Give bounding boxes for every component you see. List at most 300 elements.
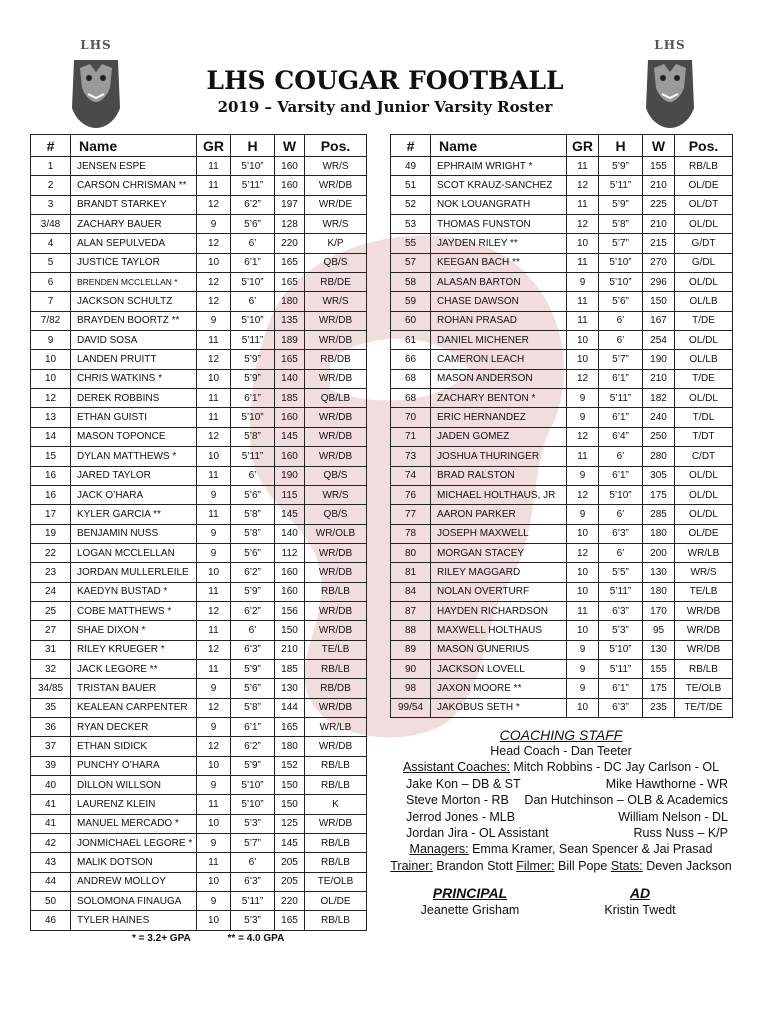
player-position: WR/DB <box>305 601 367 620</box>
principal-name: Jeanette Grisham <box>420 903 520 917</box>
roster-header-row <box>391 135 733 157</box>
player-name: BRANDT STARKEY <box>71 195 197 214</box>
player-position: WR/DB <box>305 176 367 195</box>
player-position: T/DL <box>675 408 733 427</box>
player-name: ETHAN GUISTI <box>71 408 197 427</box>
player-height: 6’4” <box>599 427 643 446</box>
player-name: BRAYDEN BOORTZ ** <box>71 311 197 330</box>
roster-row <box>31 582 367 601</box>
player-position: TE/LB <box>305 640 367 659</box>
player-position: WR/LB <box>305 717 367 736</box>
player-grade: 10 <box>197 814 231 833</box>
player-number: 41 <box>31 795 71 814</box>
player-position: T/DE <box>675 311 733 330</box>
player-weight: 130 <box>643 640 675 659</box>
player-height: 6’3” <box>599 524 643 543</box>
player-name: SOLOMONA FINAUGA <box>71 892 197 911</box>
player-grade: 11 <box>197 157 231 176</box>
roster-row <box>391 447 733 466</box>
player-number: 39 <box>31 756 71 775</box>
player-weight: 135 <box>275 311 305 330</box>
player-height: 5’3” <box>231 911 275 930</box>
roster-row <box>31 717 367 736</box>
roster-row <box>391 640 733 659</box>
player-height: 5’9” <box>599 157 643 176</box>
player-height: 5’9” <box>231 350 275 369</box>
filmer-name: Bill Pope <box>557 858 608 873</box>
player-height: 6’ <box>599 543 643 562</box>
player-height: 5’10” <box>231 273 275 292</box>
player-number: 35 <box>31 698 71 717</box>
roster-row <box>391 466 733 485</box>
player-position: T/DE <box>675 369 733 388</box>
stats-label: Stats: <box>610 858 643 873</box>
player-number: 24 <box>31 582 71 601</box>
ad-name: Kristin Twedt <box>604 903 676 917</box>
player-weight: 144 <box>275 698 305 717</box>
player-position: RB/LB <box>305 659 367 678</box>
coaching-staff <box>390 727 732 874</box>
player-name: CHRIS WATKINS * <box>71 369 197 388</box>
player-weight: 95 <box>643 621 675 640</box>
player-height: 5’3” <box>599 621 643 640</box>
roster-row <box>391 234 733 253</box>
player-weight: 165 <box>275 273 305 292</box>
player-weight: 285 <box>643 505 675 524</box>
roster-row <box>31 369 367 388</box>
legend-gpa-32: * = 3.2+ GPA <box>132 933 191 944</box>
roster-row <box>391 427 733 446</box>
player-weight: 160 <box>275 447 305 466</box>
player-position: TE/OLB <box>305 872 367 891</box>
player-grade: 9 <box>197 543 231 562</box>
player-number: 16 <box>31 466 71 485</box>
player-position: OL/DE <box>305 892 367 911</box>
player-grade: 11 <box>197 389 231 408</box>
player-number: 68 <box>391 389 431 408</box>
roster-row <box>31 195 367 214</box>
player-number: 17 <box>31 505 71 524</box>
col-weight-header: W <box>643 135 675 157</box>
roster-row <box>391 601 733 620</box>
roster-row <box>31 447 367 466</box>
player-grade: 10 <box>567 350 599 369</box>
roster-row <box>391 505 733 524</box>
roster-row <box>391 679 733 698</box>
player-position: OL/LB <box>675 350 733 369</box>
player-grade: 12 <box>197 427 231 446</box>
player-weight: 160 <box>275 563 305 582</box>
assistant-coaches-label: Assistant Coaches: <box>402 760 510 775</box>
player-height: 6’ <box>599 331 643 350</box>
player-height: 5’10” <box>231 776 275 795</box>
player-grade: 12 <box>197 234 231 253</box>
player-position: TE/T/DE <box>675 698 733 717</box>
player-name: RYAN DECKER <box>71 717 197 736</box>
player-height: 6’1” <box>231 717 275 736</box>
player-height: 6’1” <box>231 389 275 408</box>
player-weight: 145 <box>275 834 305 853</box>
player-number: 98 <box>391 679 431 698</box>
player-position: WR/S <box>305 215 367 234</box>
player-number: 16 <box>31 485 71 504</box>
roster-row <box>31 621 367 640</box>
player-position: T/DT <box>675 427 733 446</box>
player-name: JACKSON LOVELL <box>431 659 567 678</box>
player-weight: 115 <box>275 485 305 504</box>
player-position: OL/DE <box>675 176 733 195</box>
player-name: JOSHUA THURINGER <box>431 447 567 466</box>
player-name: KYLER GARCIA ** <box>71 505 197 524</box>
player-height: 5’8” <box>599 215 643 234</box>
player-number: 36 <box>31 717 71 736</box>
roster-row <box>31 273 367 292</box>
player-name: CHASE DAWSON <box>431 292 567 311</box>
player-number: 22 <box>31 543 71 562</box>
assistant-coaches-line1: Mitch Robbins - DC Jay Carlson - OL <box>513 760 720 775</box>
coach-name: William Nelson - DL <box>618 809 728 824</box>
support-staff-line <box>390 858 732 874</box>
player-height: 6’3” <box>599 698 643 717</box>
player-number: 74 <box>391 466 431 485</box>
roster-row <box>31 892 367 911</box>
player-weight: 160 <box>275 408 305 427</box>
player-weight: 190 <box>275 466 305 485</box>
player-number: 71 <box>391 427 431 446</box>
player-grade: 12 <box>567 543 599 562</box>
player-height: 6’1” <box>599 679 643 698</box>
player-grade: 12 <box>197 350 231 369</box>
player-height: 5’11” <box>231 176 275 195</box>
player-position: WR/DB <box>305 737 367 756</box>
player-height: 5’9” <box>231 369 275 388</box>
player-name: BRENDEN MCCLELLAN * <box>71 273 197 292</box>
player-position: RB/DB <box>305 350 367 369</box>
roster-row <box>391 389 733 408</box>
player-weight: 150 <box>275 795 305 814</box>
staff-line-2 <box>390 776 732 792</box>
player-height: 5’11” <box>599 389 643 408</box>
player-number: 46 <box>31 911 71 930</box>
roster-row <box>391 253 733 272</box>
coach-name: Mike Hawthorne - WR <box>605 776 728 791</box>
player-grade: 11 <box>197 795 231 814</box>
player-number: 87 <box>391 601 431 620</box>
player-grade: 10 <box>567 582 599 601</box>
staff-line-4 <box>390 809 732 825</box>
player-height: 5’8” <box>231 698 275 717</box>
player-grade: 12 <box>197 273 231 292</box>
roster-row <box>31 485 367 504</box>
player-weight: 180 <box>643 582 675 601</box>
player-position: RB/DB <box>305 679 367 698</box>
player-position: WR/DB <box>305 621 367 640</box>
player-position: TE/LB <box>675 582 733 601</box>
player-position: WR/DB <box>675 601 733 620</box>
player-grade: 9 <box>567 640 599 659</box>
player-position: WR/DE <box>305 195 367 214</box>
roster-row <box>31 505 367 524</box>
player-grade: 9 <box>567 389 599 408</box>
player-position: OL/DL <box>675 505 733 524</box>
player-grade: 11 <box>567 253 599 272</box>
player-position: OL/DL <box>675 466 733 485</box>
player-name: COBE MATTHEWS * <box>71 601 197 620</box>
trainer-name: Brandon Stott <box>436 858 513 873</box>
gpa-legend <box>132 933 318 944</box>
player-position: OL/DL <box>675 273 733 292</box>
player-name: NOLAN OVERTURF <box>431 582 567 601</box>
player-height: 6’ <box>231 292 275 311</box>
ad-label: AD <box>629 885 651 901</box>
player-number: 5 <box>31 253 71 272</box>
page-subtitle: 2019 – Varsity and Junior Varsity Roster <box>217 98 553 116</box>
player-grade: 11 <box>567 447 599 466</box>
player-height: 6’2” <box>231 195 275 214</box>
player-weight: 140 <box>275 369 305 388</box>
roster-row <box>391 408 733 427</box>
player-grade: 9 <box>567 505 599 524</box>
col-name-header: Name <box>431 135 567 157</box>
roster-row <box>31 659 367 678</box>
roster-row <box>391 311 733 330</box>
col-position-header: Pos. <box>305 135 367 157</box>
roster-row <box>31 427 367 446</box>
player-position: K/P <box>305 234 367 253</box>
player-height: 6’2” <box>231 737 275 756</box>
player-grade: 10 <box>197 447 231 466</box>
player-name: MASON ANDERSON <box>431 369 567 388</box>
roster-row <box>31 834 367 853</box>
player-position: OL/LB <box>675 292 733 311</box>
player-height: 5’10” <box>231 795 275 814</box>
roster-row <box>31 157 367 176</box>
player-name: JUSTICE TAYLOR <box>71 253 197 272</box>
player-name: CAMERON LEACH <box>431 350 567 369</box>
player-weight: 270 <box>643 253 675 272</box>
roster-row <box>391 582 733 601</box>
legend-gpa-40: ** = 4.0 GPA <box>227 933 285 944</box>
player-name: DYLAN MATTHEWS * <box>71 447 197 466</box>
player-height: 6’3” <box>231 640 275 659</box>
player-grade: 9 <box>197 717 231 736</box>
player-height: 5’7” <box>599 234 643 253</box>
player-name: NOK LOUANGRATH <box>431 195 567 214</box>
player-height: 6’3” <box>231 872 275 891</box>
player-number: 37 <box>31 737 71 756</box>
player-weight: 175 <box>643 485 675 504</box>
col-weight-header: W <box>275 135 305 157</box>
player-grade: 11 <box>197 176 231 195</box>
col-grade-header: GR <box>567 135 599 157</box>
player-number: 49 <box>391 157 431 176</box>
player-number: 25 <box>31 601 71 620</box>
player-grade: 12 <box>197 737 231 756</box>
player-number: 68 <box>391 369 431 388</box>
player-position: WR/S <box>305 292 367 311</box>
player-number: 77 <box>391 505 431 524</box>
player-grade: 12 <box>567 215 599 234</box>
roster-row <box>31 601 367 620</box>
player-position: WR/S <box>675 563 733 582</box>
player-name: DANIEL MICHENER <box>431 331 567 350</box>
player-number: 59 <box>391 292 431 311</box>
head-coach: Head Coach - Dan Teeter <box>490 744 632 758</box>
player-weight: 205 <box>275 872 305 891</box>
player-name: ERIC HERNANDEZ <box>431 408 567 427</box>
player-weight: 296 <box>643 273 675 292</box>
player-weight: 112 <box>275 543 305 562</box>
player-number: 4 <box>31 234 71 253</box>
player-position: QB/S <box>305 253 367 272</box>
player-grade: 10 <box>567 563 599 582</box>
player-height: 6’1” <box>599 369 643 388</box>
player-number: 42 <box>31 834 71 853</box>
player-grade: 9 <box>197 679 231 698</box>
player-name: ETHAN SIDICK <box>71 737 197 756</box>
player-name: KAEDYN BUSTAD * <box>71 582 197 601</box>
roster-row <box>31 756 367 775</box>
player-weight: 165 <box>275 717 305 736</box>
player-weight: 182 <box>643 389 675 408</box>
player-grade: 10 <box>567 698 599 717</box>
player-height: 5’9” <box>599 195 643 214</box>
player-position: RB/LB <box>675 659 733 678</box>
staff-line-3 <box>390 792 732 808</box>
player-number: 76 <box>391 485 431 504</box>
player-name: EPHRAIM WRIGHT * <box>431 157 567 176</box>
player-number: 13 <box>31 408 71 427</box>
player-weight: 130 <box>643 563 675 582</box>
roster-row <box>31 872 367 891</box>
player-weight: 215 <box>643 234 675 253</box>
coach-name: Jake Kon – DB & ST <box>406 776 521 791</box>
page-title: LHS COUGAR FOOTBALL <box>206 66 564 95</box>
player-height: 5’8” <box>231 427 275 446</box>
player-position: RB/LB <box>305 756 367 775</box>
player-grade: 9 <box>197 776 231 795</box>
player-position: K <box>305 795 367 814</box>
player-height: 6’ <box>599 447 643 466</box>
managers-names: Emma Kramer, Sean Spencer & Jai Prasad <box>472 842 713 857</box>
player-grade: 9 <box>567 659 599 678</box>
player-height: 5’11” <box>231 331 275 350</box>
player-height: 5’11” <box>231 447 275 466</box>
player-name: LANDEN PRUITT <box>71 350 197 369</box>
player-position: QB/S <box>305 505 367 524</box>
principal-label: PRINCIPAL <box>432 885 508 901</box>
roster-row <box>391 369 733 388</box>
player-grade: 10 <box>197 563 231 582</box>
player-number: 23 <box>31 563 71 582</box>
player-height: 6’1” <box>231 253 275 272</box>
player-weight: 155 <box>643 157 675 176</box>
player-position: C/DT <box>675 447 733 466</box>
player-weight: 180 <box>275 737 305 756</box>
coach-name: Steve Morton - RB <box>406 793 509 808</box>
player-name: TYLER HAINES <box>71 911 197 930</box>
player-name: JACK LEGORE ** <box>71 659 197 678</box>
player-position: WR/DB <box>305 543 367 562</box>
player-name: TRISTAN BAUER <box>71 679 197 698</box>
player-number: 73 <box>391 447 431 466</box>
player-grade: 9 <box>567 679 599 698</box>
player-position: WR/LB <box>675 543 733 562</box>
player-height: 6’ <box>231 466 275 485</box>
roster-row <box>391 563 733 582</box>
player-grade: 11 <box>197 331 231 350</box>
player-grade: 12 <box>567 369 599 388</box>
player-position: RB/LB <box>305 776 367 795</box>
player-grade: 10 <box>567 234 599 253</box>
player-grade: 9 <box>197 311 231 330</box>
player-position: WR/DB <box>305 427 367 446</box>
player-height: 5’7” <box>231 834 275 853</box>
player-position: WR/DB <box>305 447 367 466</box>
col-position-header: Pos. <box>675 135 733 157</box>
player-weight: 190 <box>643 350 675 369</box>
player-height: 6’ <box>231 234 275 253</box>
player-grade: 9 <box>197 215 231 234</box>
coach-name: Dan Hutchinson – OLB & Academics <box>524 793 728 808</box>
roster-row <box>31 795 367 814</box>
player-number: 7/82 <box>31 311 71 330</box>
player-height: 5’7” <box>599 350 643 369</box>
roster-row <box>391 215 733 234</box>
player-position: RB/LB <box>305 834 367 853</box>
player-name: MANUEL MERCADO * <box>71 814 197 833</box>
roster-row <box>31 911 367 930</box>
roster-row <box>31 698 367 717</box>
player-number: 81 <box>391 563 431 582</box>
player-name: JACKSON SCHULTZ <box>71 292 197 311</box>
player-position: OL/DL <box>675 485 733 504</box>
player-position: WR/OLB <box>305 524 367 543</box>
player-position: G/DT <box>675 234 733 253</box>
player-number: 90 <box>391 659 431 678</box>
roster-row <box>31 737 367 756</box>
coach-name: Russ Nuss – K/P <box>633 825 728 840</box>
player-position: WR/DB <box>305 408 367 427</box>
player-height: 5’3” <box>231 814 275 833</box>
player-weight: 145 <box>275 427 305 446</box>
roster-row <box>31 853 367 872</box>
player-position: RB/DE <box>305 273 367 292</box>
roster-row <box>391 659 733 678</box>
player-position: QB/S <box>305 466 367 485</box>
player-name: SHAE DIXON * <box>71 621 197 640</box>
player-number: 60 <box>391 311 431 330</box>
managers-line <box>390 841 732 857</box>
roster-table-right <box>390 134 733 718</box>
player-number: 51 <box>391 176 431 195</box>
col-number-header: # <box>31 135 71 157</box>
player-name: JAKOBUS SETH * <box>431 698 567 717</box>
player-name: JADEN GOMEZ <box>431 427 567 446</box>
player-weight: 220 <box>275 892 305 911</box>
player-number: 52 <box>391 195 431 214</box>
player-name: JAXON MOORE ** <box>431 679 567 698</box>
player-grade: 9 <box>567 466 599 485</box>
roster-row <box>31 311 367 330</box>
player-name: ZACHARY BAUER <box>71 215 197 234</box>
player-weight: 254 <box>643 331 675 350</box>
player-height: 6’3” <box>599 601 643 620</box>
player-name: DAVID SOSA <box>71 331 197 350</box>
player-name: MORGAN STACEY <box>431 543 567 562</box>
player-grade: 10 <box>567 621 599 640</box>
player-position: WR/DB <box>305 311 367 330</box>
